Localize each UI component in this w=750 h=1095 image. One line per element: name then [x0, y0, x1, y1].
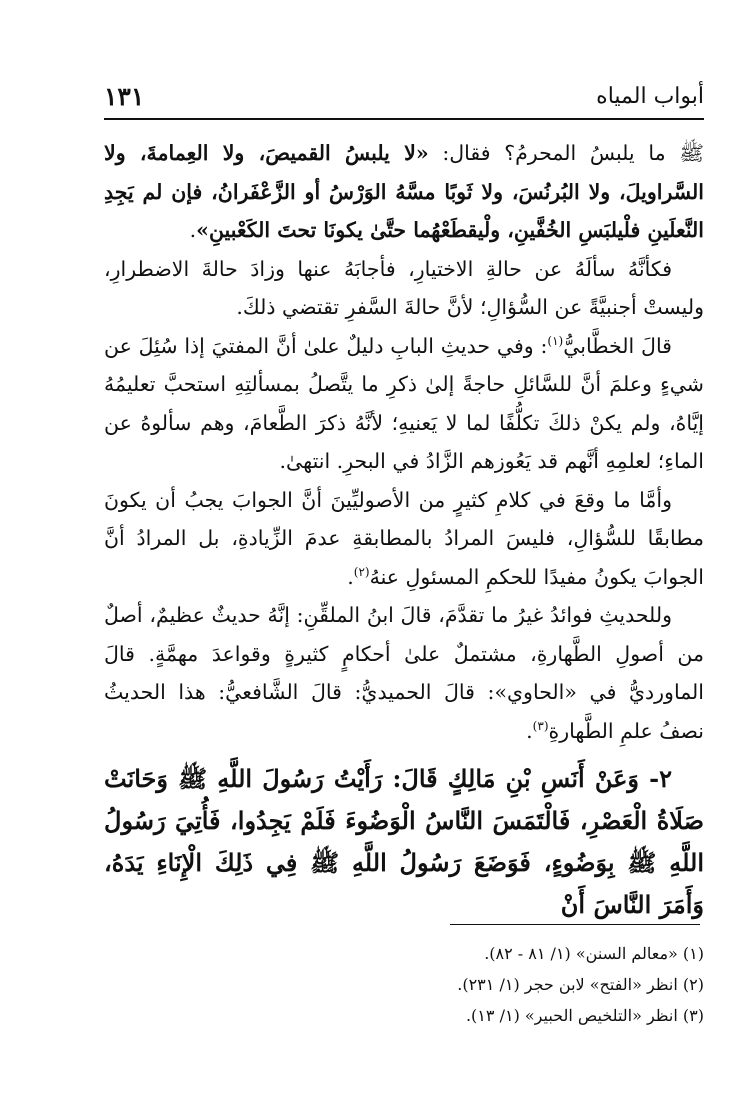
- footnotes: [104, 938, 704, 1031]
- page-number: ١٣١: [104, 82, 145, 111]
- paragraph-khattabi: [104, 327, 704, 481]
- hadith-text: ٢- وَعَنْ أَنَسِ بْنِ مَالِكٍ قَالَ: رَأَيْتُ رَسُولَ اللَّهِ ﷺ وَحَانَتْ صَلَاةُ الْعَصْرِ، فَالْتَمَسَ النَّاسُ الْوَضُوءَ فَلَمْ يَجِدُوا، فَأُتِيَ رَسُولُ اللَّهِ ﷺ بِوَضُوءٍ، فَوَضَعَ رَسُولُ اللَّهِ ﷺ فِي ذَلِكَ الْإِنَاءِ يَدَهُ، وَأَمَرَ النَّاسَ أَنْ: [104, 764, 704, 919]
- paragraph-text: وأمَّا ما وقعَ في كلامِ كثيرٍ من الأصوليِّينَ أنَّ الجوابَ يجبُ أن يكونَ مطابقًا للسُّؤالِ، فليسَ المرادُ بالمطابقةِ عدمَ الزِّيادةِ، بل المرادُ أنَّ الجوابَ يكونُ مفيدًا للحكمِ المسئولِ عنهُ: [104, 487, 704, 589]
- paragraph-commentary: فكأنَّهُ سألَهُ عن حالةِ الاختيارِ، فأجابَهُ عنها وزادَ حالةَ الاضطرارِ، وليستْ أجنبيَّةً عن السُّؤالِ؛ لأنَّ حالةَ السَّفرِ تقتضي ذلكَ.: [104, 256, 704, 319]
- footnote-2: (٢) انظر «الفتح» لابن حجر (١/ ٢٣١).: [457, 975, 704, 994]
- paragraph-text: .: [189, 218, 197, 242]
- paragraph-text: : وفي حديثِ البابِ دليلٌ علىٰ أنَّ المفتيَ إذا سُئِلَ عن شيءٍ وعلمَ أنَّ للسَّائلِ حاجةً إلىٰ ذكرِ ما يتَّصلُ بمسألتِهِ استحبَّ تعليمُهُ إيَّاهُ، ولم يكنْ ذلكَ تكلُّفًا لما لا يَعنيهِ؛ لأنَّهُ ذكرَ الطَّعامَ، وهم سألوهُ عن الماءِ؛ لعلمِهِ أنَّهم قد يَعُوزهم الزَّادُ في البحرِ. انتهىٰ.: [104, 333, 704, 473]
- paragraph-hadith-continuation: [104, 134, 704, 250]
- footnote-ref-1: (١): [547, 333, 564, 348]
- prophetic-quote: «لا يلبسُ القميصَ، ولا العِمامةَ، ولا السَّراويلَ، ولا البُرنُسَ، ولا ثَوبًا مسَّهُ الوَرْسُ أو الزَّعْفَرانُ، فإن لم يَجِدِ النَّعلَينِ فلْيلبَسِ الخُفَّينِ، ولْيقطَعْهُما حتَّىٰ يكونَا تحتَ الكَعْبينِ»: [104, 141, 704, 242]
- paragraph-text: وللحديثِ فوائدُ غيرُ ما تقدَّمَ، قالَ ابنُ الملقِّنِ: إنَّهُ حديثٌ عظيمٌ، أصلٌ من أصولِ الطَّهارةِ، مشتملٌ علىٰ أحكامٍ كثيرةٍ وقواعدَ مهمَّةٍ. قالَ الماورديُّ في «الحاوي»: قالَ الحميديُّ: قالَ الشَّافعيُّ: هذا الحديثُ نصفُ علمِ الطَّهارةِ: [104, 603, 704, 743]
- running-title: أبواب المياه: [596, 84, 704, 109]
- footnote-ref-3: (٣): [532, 718, 549, 733]
- footnote-divider: [450, 924, 700, 925]
- paragraph-text: .: [347, 564, 354, 589]
- page-body: [104, 120, 704, 926]
- page-header: [104, 78, 704, 120]
- book-page: [104, 78, 704, 926]
- paragraph-text: .: [526, 718, 533, 743]
- footnote-ref-2: (٢): [353, 564, 370, 579]
- paragraph-text: قالَ الخطَّابيُّ: [563, 333, 672, 358]
- paragraph-text: ﷺ ما يلبسُ المحرمُ؟ فقال:: [428, 141, 704, 165]
- paragraph-usul: [104, 481, 704, 597]
- footnote-1: (١) «معالم السنن» (١/ ٨١ - ٨٢).: [484, 944, 704, 963]
- footnote-3: (٣) انظر «التلخيص الحبير» (١/ ١٣).: [465, 1006, 704, 1025]
- paragraph-benefits: [104, 596, 704, 750]
